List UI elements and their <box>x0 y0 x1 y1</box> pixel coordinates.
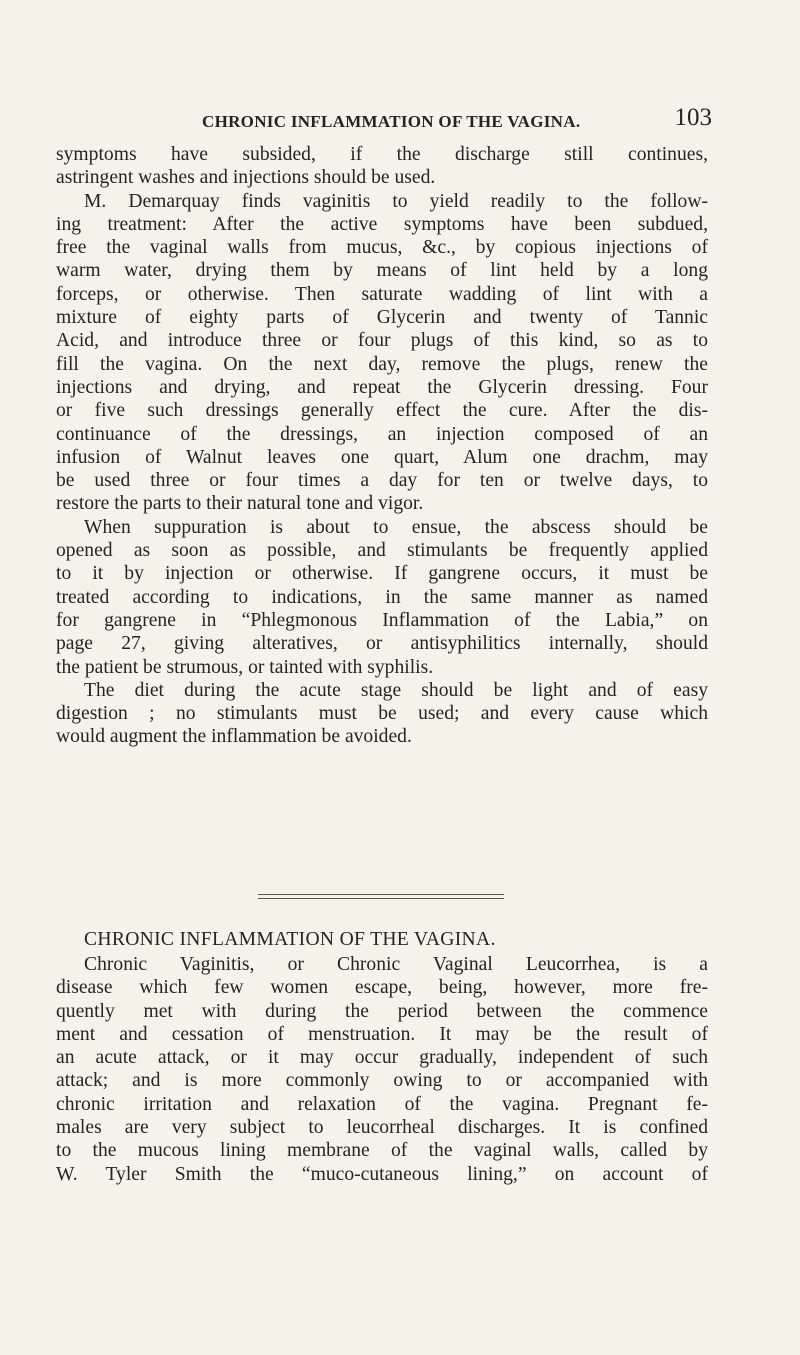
text-line: free the vaginal walls from mucus, &c., by copious injections of <box>56 237 708 259</box>
text-line: symptoms have subsided, if the discharge still continues, <box>56 144 708 165</box>
text-line: chronic irritation and relaxation of the vagina. Pregnant fe- <box>56 1093 708 1115</box>
section-heading: CHRONIC INFLAMMATION OF THE VAGINA. <box>84 929 496 950</box>
running-head <box>56 100 712 140</box>
text-line: to it by injection or otherwise. If gangrene occurs, it must be <box>56 563 708 585</box>
text-line: quently met with during the period between the commence <box>56 1000 708 1022</box>
text-line: infusion of Walnut leaves one quart, Alum one drachm, may <box>56 446 708 468</box>
text-line: digestion ; no stimulants must be used; and every cause which <box>56 703 708 725</box>
text-line: page 27, giving alteratives, or antisyphilitics internally, should <box>56 633 708 655</box>
text-line: restore the parts to their natural tone and vigor. <box>56 493 424 515</box>
text-line: or five such dressings generally effect the cure. After the dis- <box>56 400 708 422</box>
text-line: to the mucous lining membrane of the vaginal walls, called by <box>56 1140 708 1162</box>
text-line: ing treatment: After the active symptoms have been subdued, <box>56 213 708 235</box>
section-divider <box>258 894 504 900</box>
text-line: ment and cessation of menstruation. It may be the result of <box>56 1023 708 1045</box>
text-line: opened as soon as possible, and stimulants be frequently applied <box>56 540 708 562</box>
text-line: would augment the inflammation be avoided. <box>56 726 412 748</box>
divider-line <box>258 894 504 895</box>
text-line: mixture of eighty parts of Glycerin and twenty of Tannic <box>56 307 708 329</box>
text-line: W. Tyler Smith the “muco-cutaneous lining,” on account of <box>56 1163 708 1185</box>
text-line: M. Demarquay finds vaginitis to yield readily to the follow- <box>84 190 708 212</box>
text-line: for gangrene in “Phlegmonous Inflammation of the Labia,” on <box>56 609 708 631</box>
text-line: warm water, drying them by means of lint held by a long <box>56 260 708 282</box>
page-number: 103 <box>674 104 712 131</box>
text-line: The diet during the acute stage should be light and of easy <box>84 679 708 701</box>
divider-line <box>258 898 504 899</box>
text-line: males are very subject to leucorrheal discharges. It is confined <box>56 1117 708 1139</box>
text-line: be used three or four times a day for ten or twelve days, to <box>56 470 708 492</box>
text-line: Acid, and introduce three or four plugs of this kind, so as to <box>56 330 708 352</box>
text-line: When suppuration is about to ensue, the abscess should be <box>84 516 708 538</box>
text-line: an acute attack, or it may occur gradually, independent of such <box>56 1047 708 1069</box>
text-line: forceps, or otherwise. Then saturate wadding of lint with a <box>56 283 708 305</box>
text-line: astringent washes and injections should be used. <box>56 167 436 189</box>
running-title: CHRONIC INFLAMMATION OF THE VAGINA. <box>202 112 581 131</box>
text-line: injections and drying, and repeat the Glycerin dressing. Four <box>56 376 708 398</box>
text-line: attack; and is more commonly owing to or accompanied with <box>56 1070 708 1092</box>
text-line: Chronic Vaginitis, or Chronic Vaginal Leucorrhea, is a <box>84 954 708 975</box>
section-one-text <box>56 143 708 749</box>
section-two-text <box>56 953 708 1186</box>
text-line: disease which few women escape, being, however, more fre- <box>56 977 708 999</box>
text-line: fill the vagina. On the next day, remove the plugs, renew the <box>56 353 708 375</box>
text-line: continuance of the dressings, an injection composed of an <box>56 423 708 445</box>
text-line: treated according to indications, in the same manner as named <box>56 586 708 608</box>
text-line: the patient be strumous, or tainted with syphilis. <box>56 656 434 678</box>
